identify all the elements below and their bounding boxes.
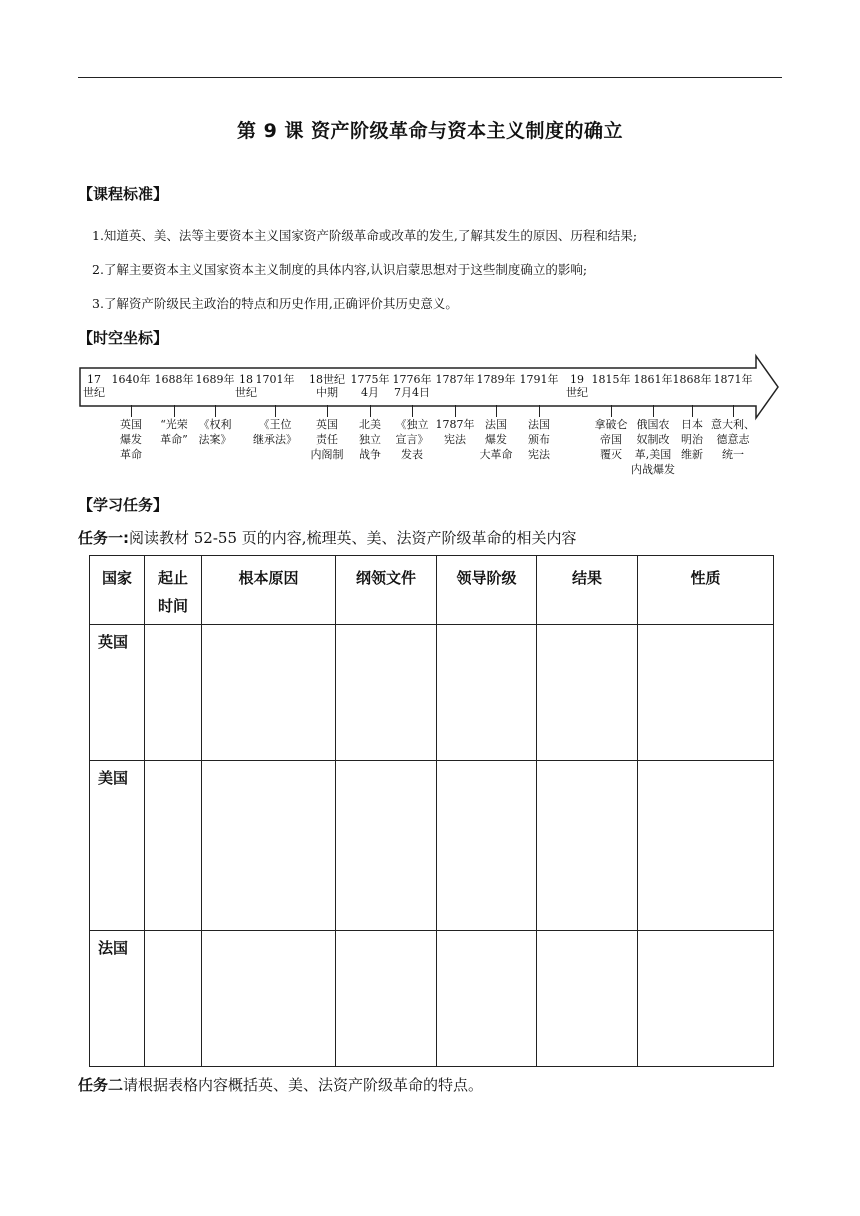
standard-item-3: 3.了解资产阶级民主政治的特点和历史作用,正确评价其历史意义。 [92,296,458,311]
timeline-year: 18 世纪 [235,373,257,399]
timeline-tick [412,405,413,417]
table-cell[interactable] [638,625,774,761]
section-tasks-heading: 【学习任务】 [78,496,169,514]
table-cell[interactable] [537,931,638,1067]
row-country-label: 美国 [90,761,145,931]
timeline-tick [275,405,276,417]
standard-item-1: 1.知道英、美、法等主要资本主义国家资产阶级革命或改革的发生,了解其发生的原因、历程和结果; [92,228,638,243]
table-cell[interactable] [638,761,774,931]
timeline-tick [733,405,734,417]
timeline-year: 1787年 [435,373,475,386]
timeline-tick [496,405,497,417]
task-one-label: 任务一: [78,529,129,547]
table-cell[interactable] [437,931,537,1067]
table-cell[interactable] [145,625,202,761]
timeline-event: 拿破仑 帝国 覆灭 [594,418,628,461]
table-cell[interactable] [437,761,537,931]
timeline-event: 《独立 宣言》 发表 [395,418,429,461]
timeline-tick [653,405,654,417]
timeline-year: 1789年 [476,373,516,386]
table-cell[interactable] [336,761,437,931]
timeline-tick [370,405,371,417]
timeline-year: 1775年 4月 [350,373,390,399]
header-result: 结果 [537,556,638,625]
header-program-document: 纲领文件 [336,556,437,625]
table-cell[interactable] [202,931,336,1067]
timeline-year: 1701年 [255,373,295,386]
header-nature: 性质 [638,556,774,625]
timeline-event: 意大利、 德意志 统一 [711,418,755,461]
standard-item-2: 2.了解主要资本主义国家资本主义制度的具体内容,认识启蒙思想对于这些制度确立的影响; [92,262,588,277]
task-one [78,527,577,548]
timeline-tick [692,405,693,417]
table-cell[interactable] [638,931,774,1067]
task-two-label: 任务二 [78,1076,124,1094]
table-cell[interactable] [437,625,537,761]
timeline-year: 19 世纪 [566,373,588,399]
timeline-year: 1689年 [195,373,235,386]
timeline-event: “光荣 革命” [160,418,188,446]
timeline-event: 法国 爆发 大革命 [479,418,513,461]
table-cell[interactable] [145,931,202,1067]
task-one-text: 阅读教材 52-55 页的内容,梳理英、美、法资产阶级革命的相关内容 [129,529,577,547]
header-country: 国家 [90,556,145,625]
table-row [90,625,774,761]
timeline-year: 1776年 7月4日 [392,373,432,399]
table-row [90,931,774,1067]
header-leading-class: 领导阶级 [437,556,537,625]
timeline-event: 英国 爆发 革命 [120,418,142,461]
table-header-row [90,556,774,625]
timeline-year: 1868年 [672,373,712,386]
timeline-event: 北美 独立 战争 [359,418,381,461]
timeline-tick [455,405,456,417]
table-cell[interactable] [202,761,336,931]
timeline-event: 《权利 法案》 [198,418,232,446]
revolution-table [89,555,774,1067]
timeline-tick [131,405,132,417]
table-cell[interactable] [537,625,638,761]
timeline-tick [611,405,612,417]
row-country-label: 英国 [90,625,145,761]
table-cell[interactable] [202,625,336,761]
timeline-tick [539,405,540,417]
timeline-tick [174,405,175,417]
section-timeline-heading: 【时空坐标】 [78,329,169,347]
timeline-event: 俄国农 奴制改 革,美国 内战爆发 [631,418,675,476]
timeline-year: 1861年 [633,373,673,386]
table-row [90,761,774,931]
timeline-year: 1791年 [519,373,559,386]
timeline-event: 1787年 宪法 [435,418,475,446]
table-cell[interactable] [336,931,437,1067]
timeline-event: 日本 明治 维新 [681,418,703,461]
top-rule [78,77,782,78]
timeline-event: 法国 颁布 宪法 [528,418,550,461]
table-cell[interactable] [537,761,638,931]
timeline-event: 英国 责任 内阁制 [310,418,344,461]
header-root-cause: 根本原因 [202,556,336,625]
timeline-year: 18世纪 中期 [309,373,345,399]
timeline-tick [327,405,328,417]
table-cell[interactable] [336,625,437,761]
page-title: 第 9 课 资产阶级革命与资本主义制度的确立 [236,120,624,142]
header-time: 起止 时间 [145,556,202,625]
timeline-event: 《王位 继承法》 [253,418,297,446]
row-country-label: 法国 [90,931,145,1067]
timeline-year: 1688年 [154,373,194,386]
timeline-tick [215,405,216,417]
timeline-year: 1871年 [713,373,753,386]
table-cell[interactable] [145,761,202,931]
section-standards-heading: 【课程标准】 [78,185,169,203]
task-two-text: 请根据表格内容概括英、美、法资产阶级革命的特点。 [123,1076,484,1094]
timeline-year: 17 世纪 [83,373,105,399]
timeline-year: 1640年 [111,373,151,386]
timeline-year: 1815年 [591,373,631,386]
task-two [78,1074,483,1095]
